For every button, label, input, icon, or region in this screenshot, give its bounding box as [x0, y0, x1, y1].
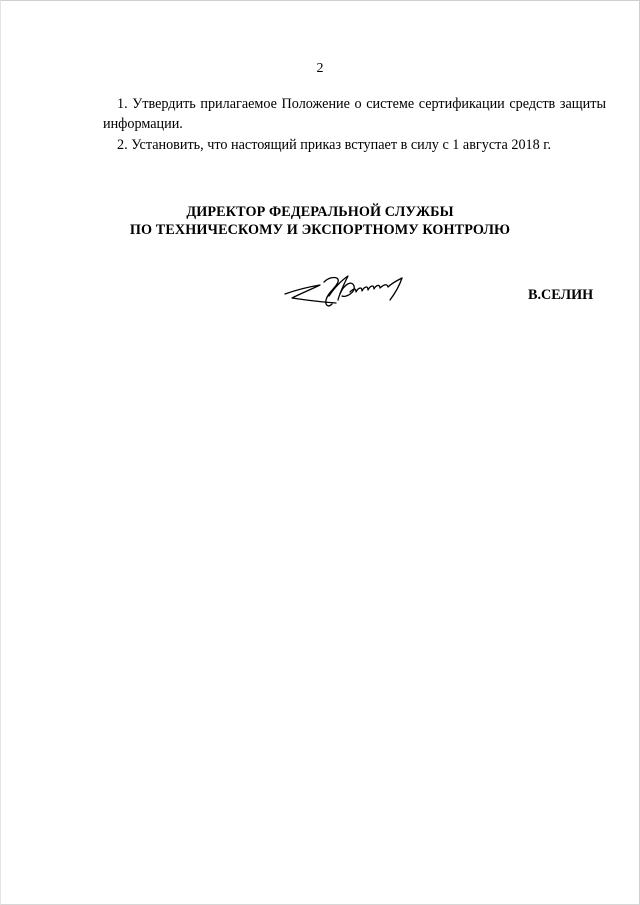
signatory-title-line-1: ДИРЕКТОР ФЕДЕРАЛЬНОЙ СЛУЖБЫ [186, 204, 454, 220]
signatory-name: В.СЕЛИН [528, 287, 594, 303]
document-body [103, 94, 606, 155]
paragraph-approve-regulation: 1. Утвердить прилагаемое Положение о системе сертификации средств защиты информации. [103, 96, 606, 132]
signatory-title-line-2: ПО ТЕХНИЧЕСКОМУ И ЭКСПОРТНОМУ КОНТРОЛЮ [129, 222, 511, 238]
signatory-title [0, 203, 640, 239]
paragraph-effective-date: 2. Установить, что настоящий приказ вступает в силу с 1 августа 2018 г. [117, 137, 552, 153]
page-number: 2 [316, 61, 324, 76]
handwritten-signature [282, 270, 422, 312]
